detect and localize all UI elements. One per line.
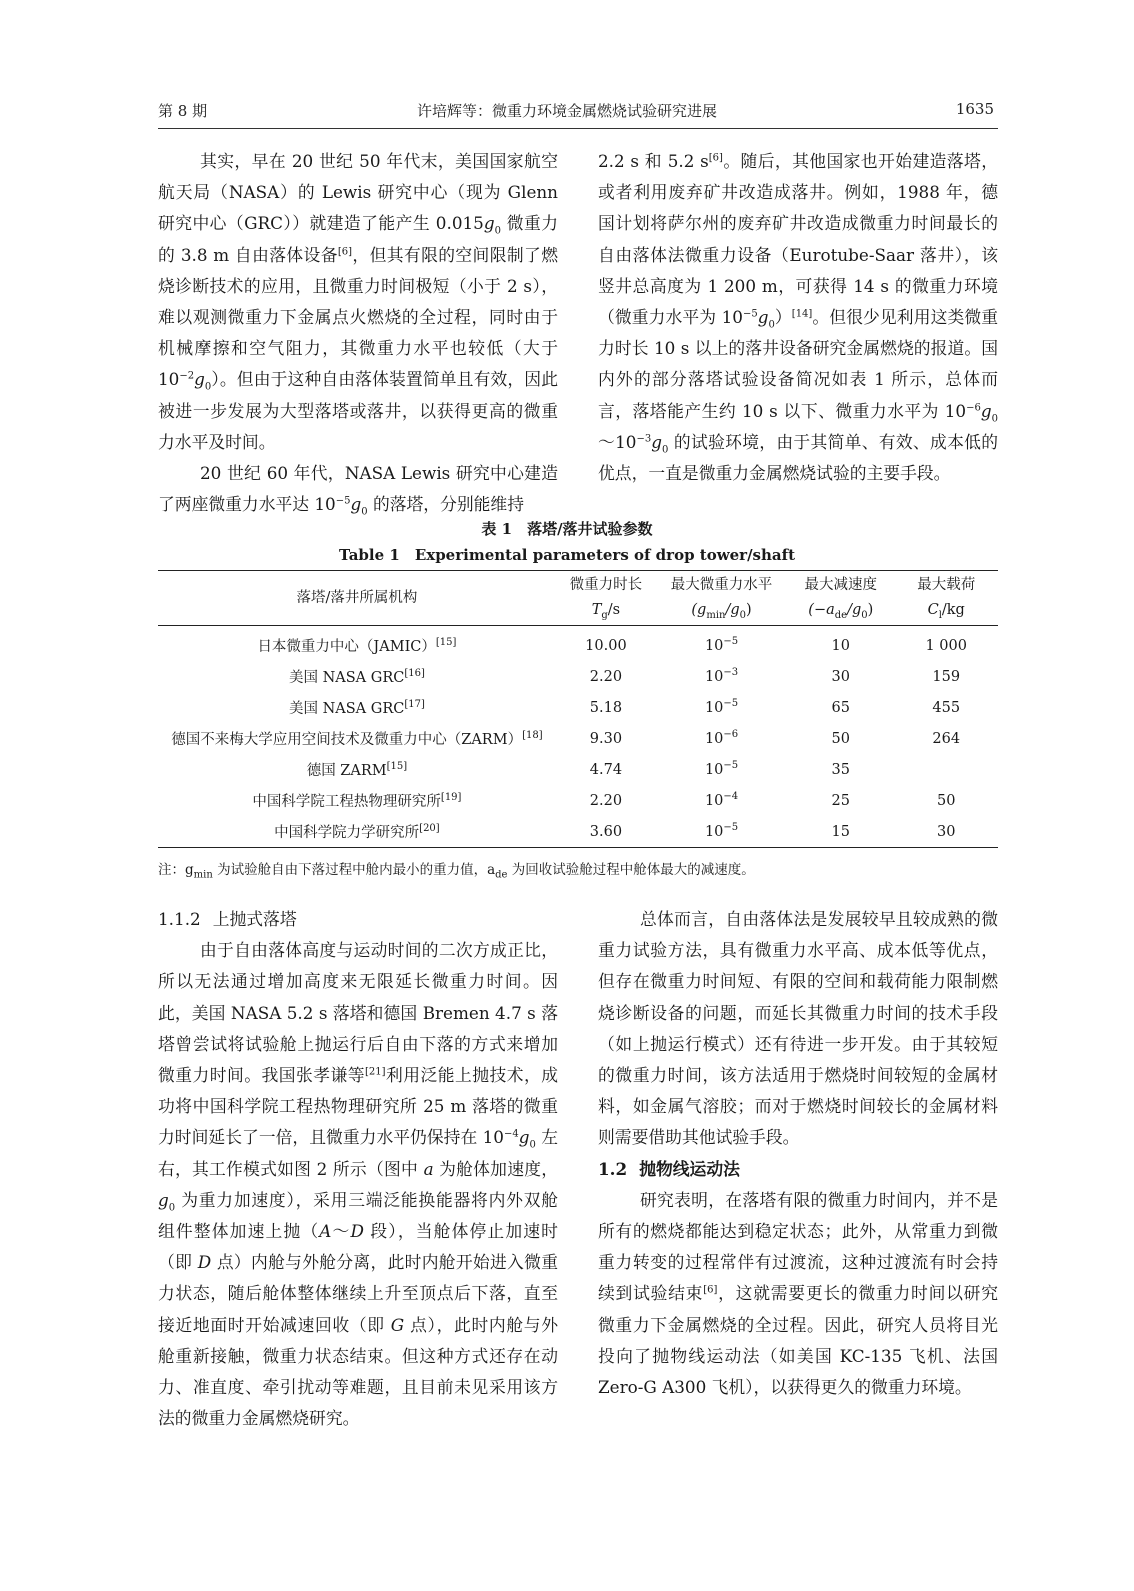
cell-org: 日本微重力中心（JAMIC）[15]: [257, 637, 457, 655]
table-row: [158, 723, 998, 754]
citation: [17]: [404, 699, 425, 711]
citation: [15]: [386, 761, 408, 773]
header-issue: 第 8 期: [158, 102, 208, 120]
table-row: [158, 785, 998, 816]
cell-decel: 65: [831, 699, 850, 716]
cell-decel: 10: [831, 637, 850, 654]
column-bottom-left: [158, 904, 558, 1434]
cell-decel: 30: [831, 668, 850, 685]
cell-org: 德国 ZARM[15]: [306, 761, 408, 779]
cell-org: 美国 NASA GRC[17]: [288, 699, 425, 717]
cell-time: 10.00: [585, 637, 627, 654]
header-rule: [158, 128, 998, 129]
table-caption-zh: 表 1 落塔/落井试验参数: [481, 520, 653, 538]
table-row: [158, 692, 998, 723]
cell-time: 2.20: [589, 792, 623, 809]
table-caption-en: Table 1 Experimental parameters of drop tower/shaft: [338, 546, 796, 564]
table-row: [158, 816, 998, 848]
header-load: 最大载荷 $C_l/kg$: [917, 577, 976, 621]
cell-org: 中国科学院工程热物理研究所[19]: [252, 792, 462, 810]
citation: [19]: [440, 792, 462, 804]
citation: [6]: [703, 1284, 718, 1296]
header-level: 最大微重力水平 $(g_{min}/g_0)$: [670, 577, 773, 621]
section-heading: 1.2 抛物线运动法: [598, 1158, 740, 1179]
cell-time: 9.30: [589, 730, 623, 747]
table-row: [158, 661, 998, 692]
cell-level: $10^{-5}$: [704, 821, 739, 840]
cell-load: 30: [937, 823, 956, 840]
cell-load: 159: [932, 668, 961, 685]
cell-org: 美国 NASA GRC[16]: [288, 668, 425, 686]
cell-org: 中国科学院力学研究所[20]: [274, 823, 440, 841]
paragraph: 总体而言，自由落体法是发展较早且较成熟的微重力试验方法，具有微重力水平高、成本低等优点，但存在微重力时间短、有限的空间和载荷能力限制燃烧诊断设备的问题，而延长其微重力时间的技术手段（如上抛运行模式）还有待进一步开发。由于其较短的微重力时间，该方法适用于燃烧时间较短的金属材料，如金属气溶胶；而对于燃烧时间较长的金属材料则需要借助其他试验手段。: [598, 909, 998, 1148]
cell-level: $10^{-5}$: [704, 759, 739, 778]
table-header-row: [158, 571, 998, 626]
cell-time: 2.20: [589, 668, 623, 685]
cell-load: 50: [937, 792, 956, 809]
citation: [6]: [337, 246, 353, 258]
table-row: [158, 626, 998, 662]
table-row: [158, 754, 998, 785]
paragraph: 由于自由落体高度与运动时间的二次方成正比，所以无法通过增加高度来无限延长微重力时间。因此，美国 NASA 5.2 s 落塔和德国 Bremen 4.7 s 落塔曾尝试将试验舱上抛运行后自由下落的方式来增加微重力时间。我国张孝谦等[21]利用泛能上抛技术，成功将中国科学院工程热物理研究所 25 m 落塔的微重力时间延长了一倍，且微重力水平仍保持在 $10^{-4}g_0$ 左右，其工作模式如图 2 所示（图中 a 为舱体加速度，$g_0$ 为重力加速度），采用三端泛能换能器将内外双舱组件整体加速上抛（A～D 段），当舱体停止加速时（即 D 点）内舱与外舱分离，此时内舱开始进入微重力状态，随后舱体整体继续上升至顶点后下落，直至接近地面时开始减速回收（即 G 点），此时内舱与外舱重新接触，微重力状态结束。但这种方式还存在动力、准直度、牵引扰动等难题，且目前未见采用该方法的微重力金属燃烧研究。: [158, 940, 558, 1429]
cell-org: 德国不来梅大学应用空间技术及微重力中心（ZARM）[18]: [171, 730, 543, 748]
cell-load: 455: [932, 699, 961, 716]
citation: [18]: [522, 730, 543, 742]
column-bottom-right: [598, 904, 998, 1403]
cell-level: $10^{-3}$: [704, 666, 739, 685]
drop-tower-table: [158, 570, 998, 848]
citation: [21]: [364, 1066, 386, 1078]
cell-decel: 25: [831, 792, 850, 809]
citation: [6]: [708, 152, 723, 164]
cell-level: $10^{-5}$: [704, 697, 739, 716]
cell-level: $10^{-5}$: [704, 635, 739, 654]
cell-decel: 35: [831, 761, 850, 778]
citation: [15]: [435, 637, 457, 649]
paragraph: 2.2 s 和 5.2 s[6]。随后，其他国家也开始建造落塔，或者利用废弃矿井改造成落井。例如，1988 年，德国计划将萨尔州的废弃矿井改造成微重力时间最长的自由落体法微重力设备（Eurotube-Saar 落井），该竖井总高度为 1 200 m，可获得 14 s 的微重力环境（微重力水平为 $10^{-5}g_0)[14]$。但很少见利用这类微重力时长 10 s 以上的落井设备研究金属燃烧的报道。国内外的部分落塔试验设备简况如表 1 所示，总体而言，落塔能产生约 10 s 以下、微重力水平为 $10^{-6}g_0\sim 10^{-3}g_0$ 的试验环境，由于其简单、有效、成本低的优点，一直是微重力金属燃烧试验的主要手段。: [598, 151, 998, 484]
paragraph: 其实，早在 20 世纪 50 年代末，美国国家航空航天局（NASA）的 Lewis 研究中心（现为 Glenn 研究中心（GRC））就建造了能产生 $0.015g_0$ 微重力的 3.8 m 自由落体设备[6]，但其有限的空间限制了燃烧诊断技术的应用，且微重力时间极短（小于 2 s），难以观测微重力下金属点火燃烧的全过程，同时由于机械摩擦和空气阻力，其微重力水平也较低（大于 $10^{-2}g_0$）。但由于这种自由落体装置简单且有效，因此被进一步发展为大型落塔或落井，以获得更高的微重力水平及时间。: [158, 151, 558, 452]
cell-decel: 15: [831, 823, 850, 840]
section-heading: 1.1.2 上抛式落塔: [158, 909, 297, 929]
header-title: 许培辉等：微重力环境金属燃烧试验研究进展: [416, 102, 717, 120]
header-decel: 最大减速度 $(-a_{de}/g_0)$: [804, 577, 878, 621]
citation: [16]: [404, 668, 425, 680]
cell-time: 5.18: [589, 699, 623, 716]
header-org: 落塔/落井所属机构: [296, 589, 418, 606]
cell-decel: 50: [831, 730, 850, 747]
paragraph: 20 世纪 60 年代，NASA Lewis 研究中心建造了两座微重力水平达 $10^{-5}g_0$ 的落塔，分别能维持: [158, 463, 558, 518]
column-top-left: [158, 146, 558, 520]
cell-level: $10^{-6}$: [704, 728, 739, 747]
paragraph: 研究表明，在落塔有限的微重力时间内，并不是所有的燃烧都能达到稳定状态；此外，从常重力到微重力转变的过程常伴有过渡流，这种过渡流有时会持续到试验结束[6]，这就需要更长的微重力时间以研究微重力下金属燃烧的全过程。因此，研究人员将目光投向了抛物线运动法（如美国 KC-135 飞机、法国 Zero-G A300 飞机），以获得更久的微重力环境。: [598, 1189, 998, 1398]
table-note: 注：$g_{min}$ 为试验舱自由下落过程中舱内最小的重力值，$a_{de}$ 为回收试验舱过程中舱体最大的减速度。: [158, 862, 755, 881]
citation: [14]: [791, 308, 813, 320]
cell-load: [894, 754, 998, 785]
header-time: 微重力时长 $T_g/s$: [569, 577, 643, 621]
header-page-number: 1635: [955, 100, 994, 118]
column-top-right: [598, 146, 998, 489]
cell-time: 4.74: [589, 761, 623, 778]
cell-load: 1 000: [925, 637, 967, 654]
cell-load: 264: [932, 730, 961, 747]
cell-level: $10^{-4}$: [704, 790, 739, 809]
citation: [20]: [419, 823, 440, 835]
cell-time: 3.60: [589, 823, 623, 840]
